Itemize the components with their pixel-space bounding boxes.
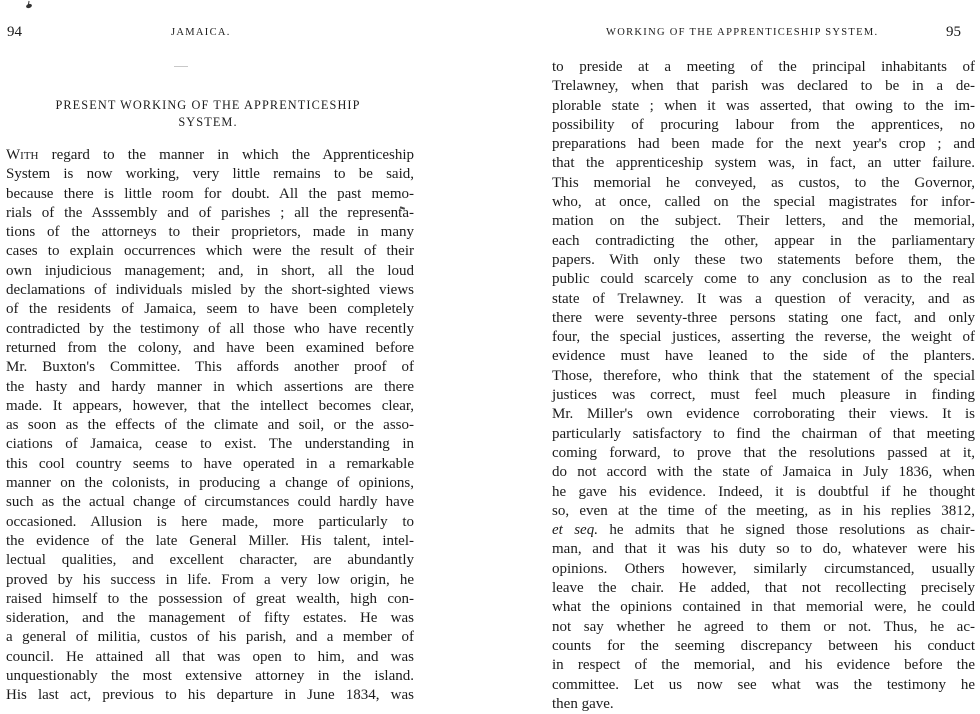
faint-ink-mark <box>174 66 188 67</box>
body-line: mation on the subject. Their letters, and the memorial, <box>552 213 975 230</box>
body-line: proved by his success in life. From a very low origin, he <box>6 571 414 588</box>
left-page-number: 94 <box>7 24 22 40</box>
body-line: this cool country seems to have operated in a remarkable <box>6 455 414 472</box>
body-line: do not accord with the state of Jamaica in July 1836, when <box>552 464 975 481</box>
right-body-text <box>552 58 975 714</box>
body-line: the evidence of the late General Miller. His talent, intel- <box>6 532 414 549</box>
body-line: contradicted by the testimony of all those who have recently <box>6 320 414 337</box>
body-line: evidence must have leaned to the side of the planters. <box>552 348 975 365</box>
body-line: committee. Let us now see what was the testimony he <box>552 676 975 693</box>
body-line: that the apprenticeship system was, in fact, an utter failure. <box>552 155 975 172</box>
opening-word: With <box>6 147 39 163</box>
italic-phrase: et seq. <box>552 522 598 539</box>
body-line: opinions. Others however, similarly circumstanced, usually <box>552 560 975 577</box>
right-page-number: 95 <box>946 24 961 40</box>
body-line: four, the special justices, asserting the reverse, the weight of <box>552 329 975 346</box>
body-line: each contradicting the other, appear in the parliamentary <box>552 232 975 249</box>
left-running-head: JAMAICA. <box>171 27 231 38</box>
body-line: so, even at the time of the meeting, as in his replies 3812, <box>552 502 975 519</box>
body-line: coming forward, to prove that the resolutions passed at it, <box>552 444 975 461</box>
body-line: he gave his evidence. Indeed, it is doubtful if he thought <box>552 483 975 500</box>
body-line: particularly satisfactory to find the chairman of that meeting <box>552 425 975 442</box>
section-title-line-1: PRESENT WORKING OF THE APPRENTICESHIP <box>55 98 361 112</box>
body-line: sideration, and the management of fifty estates. He was <box>6 610 414 627</box>
body-line: raised himself to the possession of great wealth, high con- <box>6 590 414 607</box>
body-line: counts for the seeming discrepancy between his conduct <box>552 637 975 654</box>
body-line: plorable state ; when it was asserted, that owing to the im- <box>552 97 975 114</box>
body-line: public could scarcely come to any conclusion as to the real <box>552 271 975 288</box>
body-line: preparations had been made for the next year's crop ; and <box>552 136 975 153</box>
left-page <box>0 0 478 704</box>
body-line: unquestionably the most extensive attorney in the island. <box>6 668 414 685</box>
body-line: man, and that it was his duty so to do, whatever were his <box>552 541 975 558</box>
body-line: Mr. Buxton's Committee. This affords another proof of <box>6 359 414 376</box>
body-line: of the residents of Jamaica, seem to have been completely <box>6 301 414 318</box>
body-line: made. It appears, however, that the intellect becomes clear, <box>6 397 414 414</box>
body-line: declamations of individuals misled by the short-sighted views <box>6 282 414 299</box>
body-line: to preside at a meeting of the principal inhabitants of <box>552 59 975 75</box>
body-line: Trelawney, when that parish was declared to be in a de- <box>552 78 975 95</box>
right-running-head: WORKING OF THE APPRENTICESHIP SYSTEM. <box>606 27 879 38</box>
body-line: Mr. Miller's own evidence corroborating their views. It is <box>552 406 975 423</box>
body-line: a general of militia, custos of his parish, and a member of <box>6 629 414 646</box>
section-title-line-2: SYSTEM. <box>178 115 238 129</box>
body-line: because there is little room for doubt. All the past memo- <box>6 185 414 202</box>
section-title <box>26 97 390 131</box>
body-line: state of Trelawney. It was a question of veracity, and as <box>552 290 975 307</box>
body-line: what the opinions contained in that memorial were, he could <box>552 599 975 616</box>
body-line: in respect of the memorial, and his evidence before the <box>552 657 975 674</box>
right-page <box>540 0 980 712</box>
body-line: tions of the attorneys to their proprietors, made in many <box>6 224 414 241</box>
body-line: ciations of Jamaica, cease to exist. The understanding in <box>6 436 414 453</box>
body-line: possibility of procuring labour from the apprentices, no <box>552 116 975 133</box>
ink-speck-mark <box>25 3 32 9</box>
body-line: rials of the Asssembly and of parishes ; all the representa- <box>6 204 414 221</box>
body-line: then gave. <box>552 695 614 712</box>
body-line: council. He attained all that was open to him, and was <box>6 648 414 665</box>
body-line: This memorial he conveyed, as custos, to the Governor, <box>552 174 975 191</box>
body-line: papers. With only these two statements before them, the <box>552 251 975 268</box>
body-line: His last act, previous to his departure in June 1834, was <box>6 687 414 704</box>
body-line: With regard to the manner in which the Apprenticeship <box>6 147 414 163</box>
body-line: returned from the colony, and have been examined before <box>6 339 414 356</box>
body-line: occasioned. Allusion is here made, more particularly to <box>6 513 414 530</box>
body-line: et seq. he admits that he signed those resolutions as chair- <box>552 522 975 539</box>
body-line: Those, therefore, who think that the statement of the special <box>552 367 975 384</box>
body-line: the hasty and hardy manner in which assertions are there <box>6 378 414 395</box>
left-body-text <box>6 146 414 706</box>
body-line: such as the actual change of circumstances could hardly have <box>6 494 414 511</box>
body-line: not say whether he agreed to them or not. Thus, he ac- <box>552 618 975 635</box>
body-line: lectual qualities, and excellent character, are abundantly <box>6 552 414 569</box>
body-line: leave the chair. He added, that not recollecting precisely <box>552 580 975 597</box>
body-line: justices was correct, must feel much pleasure in finding <box>552 387 975 404</box>
body-line: cases to explain occurrences which were the result of their <box>6 243 414 260</box>
body-line: who, at once, called on the special magistrates for infor- <box>552 194 975 211</box>
body-line: System is now working, very little remains to be said, <box>6 166 414 183</box>
body-line: there were seventy-three persons stating one fact, and only <box>552 309 975 326</box>
body-line: manner on the colonists, in producing a change of opinions, <box>6 475 414 492</box>
body-line: as soon as the effects of the climate and soil, or the asso- <box>6 417 414 434</box>
body-line: own injudicious management; and, in short, all the loud <box>6 262 414 279</box>
